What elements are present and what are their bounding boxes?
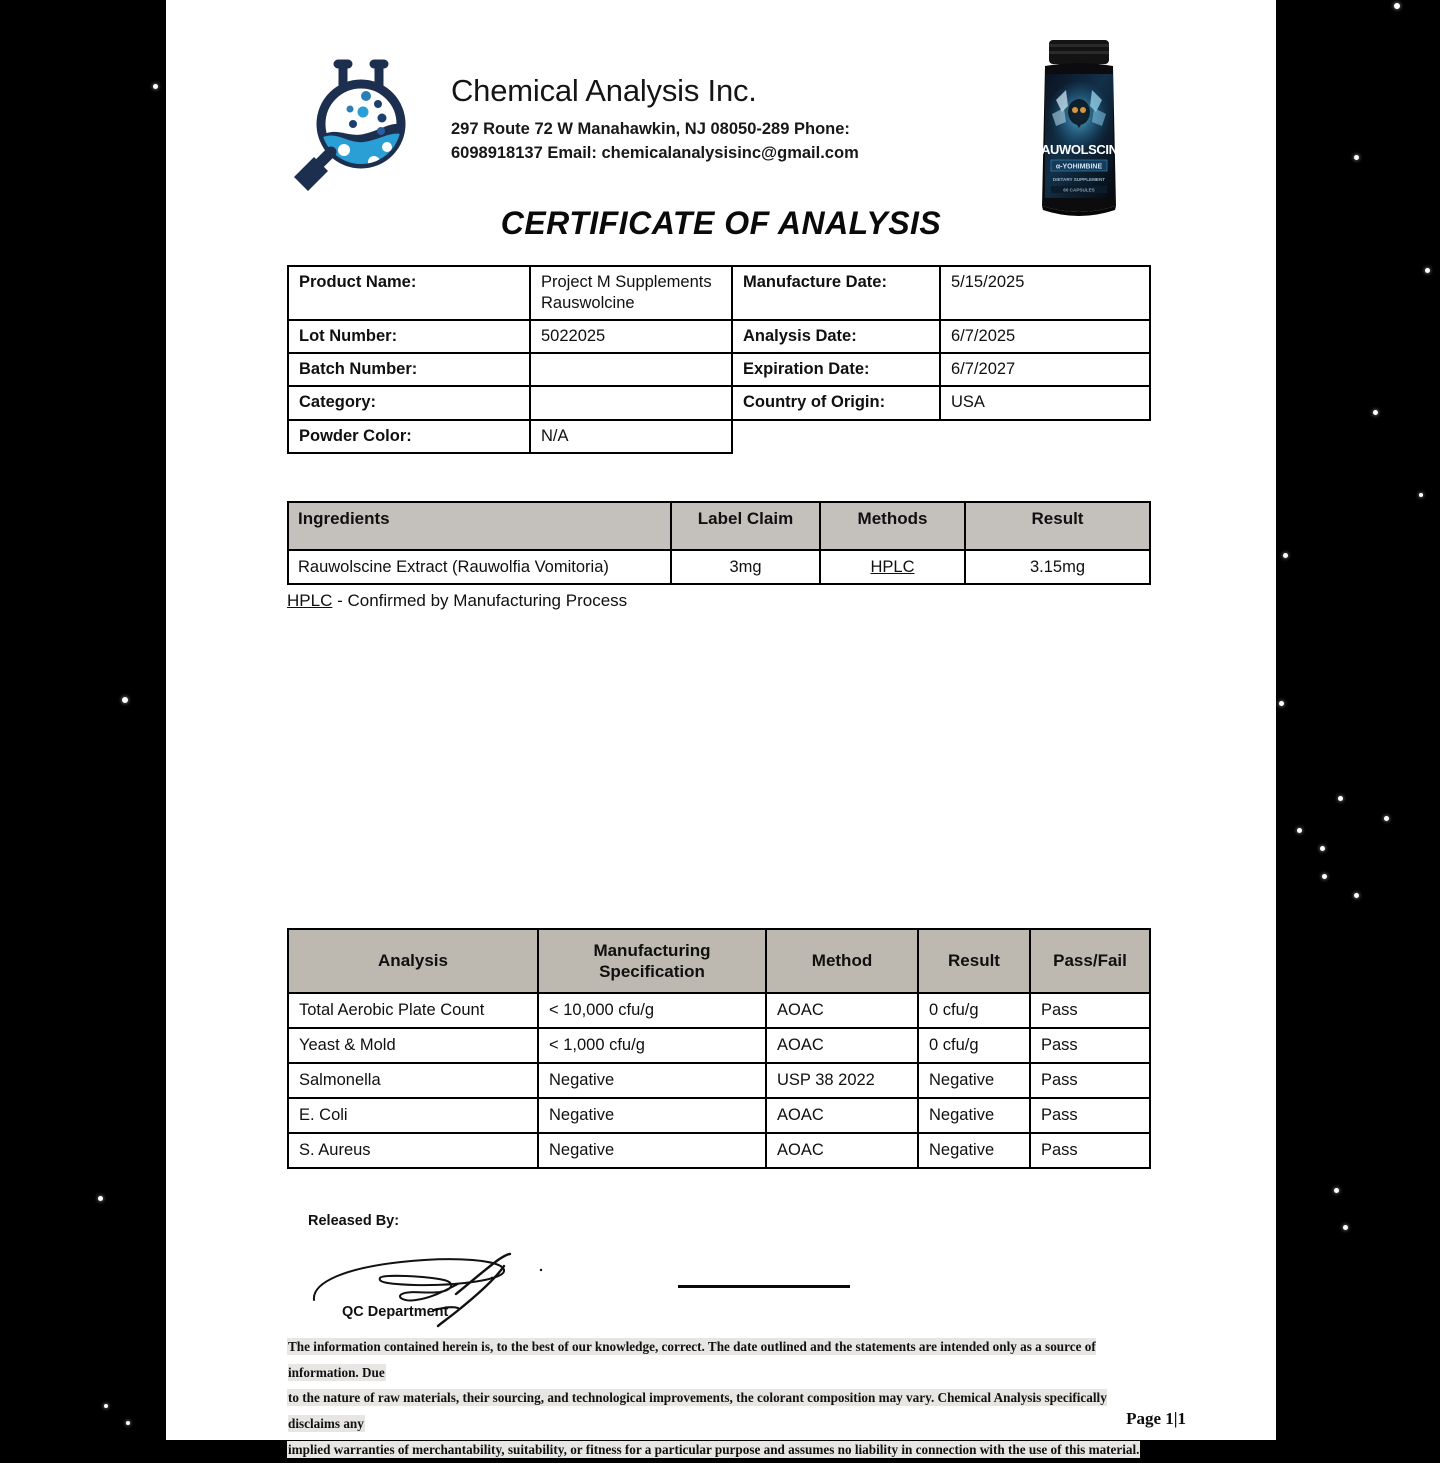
empty-cell bbox=[940, 420, 1150, 453]
method-footnote bbox=[287, 591, 627, 611]
manufacture-date-value: 5/15/2025 bbox=[940, 266, 1150, 320]
powder-color-label: Powder Color: bbox=[288, 420, 530, 453]
micro-result: Negative bbox=[918, 1063, 1030, 1098]
col-header-ingredients: Ingredients bbox=[288, 502, 671, 550]
table-row bbox=[288, 550, 1150, 584]
ingredient-result: 3.15mg bbox=[965, 550, 1150, 584]
star bbox=[1334, 1188, 1339, 1193]
micro-method: AOAC bbox=[766, 1133, 918, 1168]
table-row bbox=[288, 320, 1150, 353]
star bbox=[122, 697, 128, 703]
category-label: Category: bbox=[288, 386, 530, 419]
col-header-label-claim: Label Claim bbox=[671, 502, 820, 550]
col-header-analysis: Analysis bbox=[288, 929, 538, 993]
product-name-label: Product Name: bbox=[288, 266, 530, 320]
method-footnote-abbr: HPLC bbox=[287, 591, 333, 610]
micro-analysis: Total Aerobic Plate Count bbox=[288, 993, 538, 1028]
svg-text:RAUWOLSCINE: RAUWOLSCINE bbox=[1032, 142, 1126, 157]
micro-spec: Negative bbox=[538, 1063, 766, 1098]
svg-text:DIETARY SUPPLEMENT: DIETARY SUPPLEMENT bbox=[1052, 177, 1106, 182]
star bbox=[1283, 553, 1288, 558]
qc-department-label: QC Department bbox=[342, 1304, 449, 1320]
expiration-date-value: 6/7/2027 bbox=[940, 353, 1150, 386]
micro-spec: < 1,000 cfu/g bbox=[538, 1028, 766, 1063]
star bbox=[98, 1196, 103, 1201]
star bbox=[1279, 701, 1284, 706]
col-header-result: Result bbox=[918, 929, 1030, 993]
star bbox=[1322, 874, 1327, 879]
star bbox=[1354, 893, 1359, 898]
svg-text:α-YOHIMBINE: α-YOHIMBINE bbox=[1055, 163, 1103, 171]
micro-analysis: Salmonella bbox=[288, 1063, 538, 1098]
manufacture-date-label: Manufacture Date: bbox=[732, 266, 940, 320]
ingredients-table bbox=[287, 501, 1151, 585]
product-name-value: Project M Supplements Rauswolcine bbox=[530, 266, 732, 320]
table-row bbox=[288, 386, 1150, 419]
batch-number-value bbox=[530, 353, 732, 386]
star bbox=[1297, 828, 1302, 833]
released-by-label: Released By: bbox=[308, 1213, 400, 1229]
ingredient-method: HPLC bbox=[820, 550, 965, 584]
method-footnote-text: - Confirmed by Manufacturing Process bbox=[332, 591, 628, 610]
micro-analysis: E. Coli bbox=[288, 1098, 538, 1133]
micro-analysis: Yeast & Mold bbox=[288, 1028, 538, 1063]
lot-number-value: 5022025 bbox=[530, 320, 732, 353]
star bbox=[1419, 493, 1423, 497]
micro-passfail: Pass bbox=[1030, 1063, 1150, 1098]
star bbox=[1320, 846, 1325, 851]
star bbox=[1425, 268, 1430, 273]
product-bottle-image bbox=[1032, 38, 1126, 222]
company-name: Chemical Analysis Inc. bbox=[451, 73, 757, 108]
col-header-result: Result bbox=[965, 502, 1150, 550]
svg-text:60 CAPSULES: 60 CAPSULES bbox=[1063, 187, 1095, 193]
micro-passfail: Pass bbox=[1030, 1098, 1150, 1133]
star bbox=[1394, 3, 1400, 9]
document-page bbox=[166, 0, 1276, 1457]
table-header-row bbox=[288, 502, 1150, 550]
col-header-method: Method bbox=[766, 929, 918, 993]
micro-spec: < 10,000 cfu/g bbox=[538, 993, 766, 1028]
flask-magnifier-logo-icon bbox=[286, 52, 426, 192]
star bbox=[153, 84, 158, 89]
disclaimer-line-3: implied warranties of merchantability, suitability, or fitness for a particular purpose and assumes no liability in connection with the use of this material. bbox=[288, 1441, 1140, 1457]
micro-passfail: Pass bbox=[1030, 993, 1150, 1028]
table-row bbox=[288, 266, 1150, 320]
star bbox=[126, 1421, 130, 1425]
micro-method: AOAC bbox=[766, 993, 918, 1028]
micro-passfail: Pass bbox=[1030, 1028, 1150, 1063]
company-block bbox=[451, 74, 901, 166]
col-header-manufacturing-specification bbox=[538, 929, 766, 993]
ingredient-label-claim: 3mg bbox=[671, 550, 820, 584]
letterhead bbox=[286, 52, 906, 197]
micro-spec: Negative bbox=[538, 1098, 766, 1133]
country-of-origin-label: Country of Origin: bbox=[732, 386, 940, 419]
page-number: Page 1|1 bbox=[1126, 1409, 1186, 1428]
spec-header-line1: Manufacturing bbox=[593, 940, 711, 960]
table-row bbox=[288, 1098, 1150, 1133]
table-row bbox=[288, 1028, 1150, 1063]
expiration-date-label: Expiration Date: bbox=[732, 353, 940, 386]
col-header-pass-fail: Pass/Fail bbox=[1030, 929, 1150, 993]
table-row bbox=[288, 1133, 1150, 1168]
page-title: CERTIFICATE OF ANALYSIS bbox=[500, 205, 942, 241]
micro-passfail: Pass bbox=[1030, 1133, 1150, 1168]
microbiology-table bbox=[287, 928, 1151, 1169]
micro-method: USP 38 2022 bbox=[766, 1063, 918, 1098]
micro-result: Negative bbox=[918, 1133, 1030, 1168]
col-header-methods: Methods bbox=[820, 502, 965, 550]
table-row bbox=[288, 993, 1150, 1028]
micro-result: Negative bbox=[918, 1098, 1030, 1133]
micro-result: 0 cfu/g bbox=[918, 993, 1030, 1028]
lot-number-label: Lot Number: bbox=[288, 320, 530, 353]
star bbox=[104, 1404, 108, 1408]
disclaimer-text bbox=[288, 1334, 1156, 1463]
powder-color-value: N/A bbox=[530, 420, 732, 453]
micro-method: AOAC bbox=[766, 1098, 918, 1133]
analysis-date-value: 6/7/2025 bbox=[940, 320, 1150, 353]
spec-header-line2: Specification bbox=[599, 962, 705, 981]
product-info-table bbox=[287, 265, 1151, 454]
star bbox=[1354, 155, 1359, 160]
disclaimer-line-2: to the nature of raw materials, their sourcing, and technological improvements, the colorant composition may vary. Chemical Analysis specifically disclaims any bbox=[288, 1390, 1107, 1432]
table-row bbox=[288, 353, 1150, 386]
ingredient-name: Rauwolscine Extract (Rauwolfia Vomitoria) bbox=[288, 550, 671, 584]
star bbox=[1384, 816, 1389, 821]
star bbox=[1373, 410, 1378, 415]
category-value bbox=[530, 386, 732, 419]
micro-result: 0 cfu/g bbox=[918, 1028, 1030, 1063]
micro-method: AOAC bbox=[766, 1028, 918, 1063]
analysis-date-label: Analysis Date: bbox=[732, 320, 940, 353]
table-header-row bbox=[288, 929, 1150, 993]
empty-cell bbox=[732, 420, 940, 453]
company-address: 297 Route 72 W Manahawkin, NJ 08050-289 Phone: 6098918137 Email: chemicalanalysisinc@gmail.com bbox=[451, 120, 859, 163]
micro-analysis: S. Aureus bbox=[288, 1133, 538, 1168]
star bbox=[1338, 796, 1343, 801]
disclaimer-line-1: The information contained herein is, to the best of our knowledge, correct. The date outlined and the statements are intended only as a source of information. Due bbox=[288, 1339, 1096, 1380]
micro-spec: Negative bbox=[538, 1133, 766, 1168]
table-row bbox=[288, 1063, 1150, 1098]
table-row bbox=[288, 420, 1150, 453]
star bbox=[1343, 1225, 1348, 1230]
batch-number-label: Batch Number: bbox=[288, 353, 530, 386]
country-of-origin-value: USA bbox=[940, 386, 1150, 419]
second-signature-line bbox=[678, 1285, 850, 1288]
